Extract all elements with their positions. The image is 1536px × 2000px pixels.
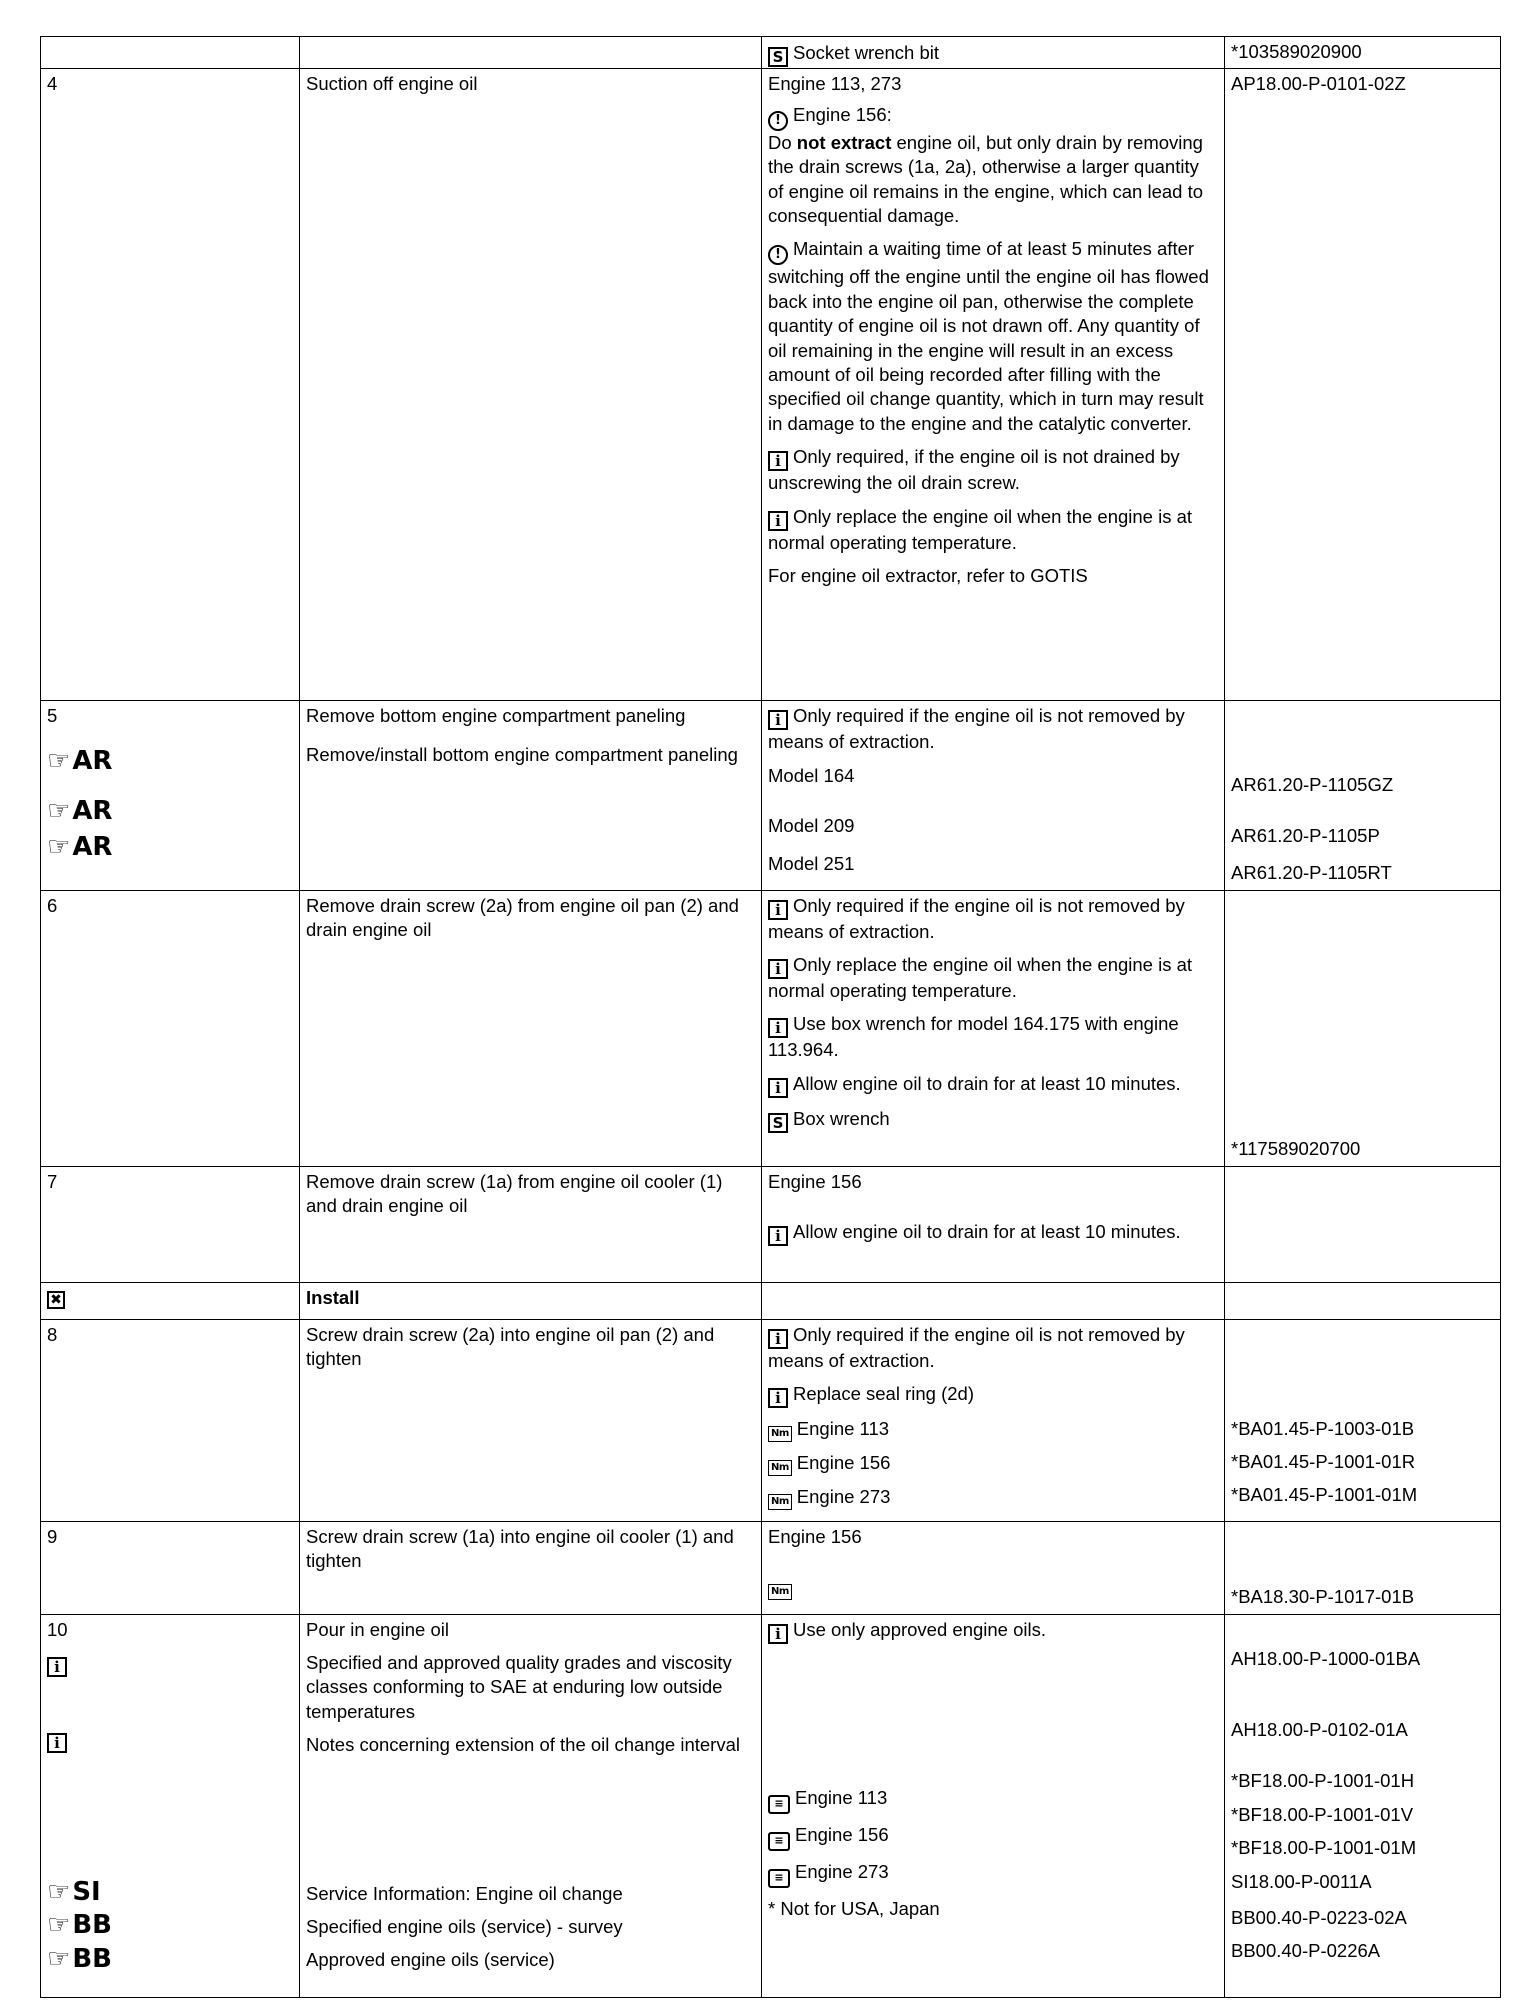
table-row [41, 1521, 1501, 1614]
tool-code[interactable]: *103589020900 [1231, 41, 1362, 62]
pointing-hand-icon: ☞ [47, 1910, 71, 1941]
info-icon: i [768, 1388, 788, 1408]
note-text: Only required if the engine oil is not removed by means of extraction. [768, 705, 1185, 753]
engine-list: Engine 113, 273 [768, 73, 902, 95]
reference-code[interactable]: BB00.40-P-0223-02A [1231, 1907, 1407, 1929]
step-action: Screw drain screw (2a) into engine oil pan (2) and tighten [306, 1323, 715, 1370]
info-icon: i [47, 1657, 67, 1677]
info-text: Notes concerning extension of the oil change interval [306, 1734, 740, 1756]
info-icon: i [47, 1733, 67, 1753]
table-row [41, 890, 1501, 1166]
procedure-code[interactable]: AR61.20-P-1105RT [1231, 862, 1392, 884]
info-icon: i [768, 1329, 788, 1349]
extractor-note: For engine oil extractor, refer to GOTIS [768, 565, 1088, 587]
info-icon: i [768, 1018, 788, 1038]
step-number: 10 [47, 1618, 68, 1640]
install-icon: ✖ [47, 1291, 65, 1309]
step-number: 5 [47, 705, 58, 727]
capacity-code[interactable]: *BF18.00-P-1001-01V [1231, 1803, 1414, 1825]
capacity-code[interactable]: *BF18.00-P-1001-01M [1231, 1837, 1417, 1859]
note-text: Allow engine oil to drain for at least 10 minutes. [793, 1072, 1181, 1094]
step-action: Remove drain screw (1a) from engine oil cooler (1) and drain engine oil [306, 1170, 723, 1217]
torque-code[interactable]: *BA18.30-P-1017-01B [1231, 1586, 1415, 1608]
reference-text: Service Information: Engine oil change [306, 1882, 623, 1904]
pointing-hand-icon: ☞ [47, 1944, 71, 1975]
engine-label: Engine 156 [796, 1452, 891, 1474]
bb-reference[interactable]: ☞BB [47, 1944, 112, 1975]
info-icon: i [768, 451, 788, 471]
tool-code[interactable]: *117589020700 [1231, 1138, 1361, 1160]
warning-icon: ! [768, 245, 788, 265]
engine-label: Engine 156 [768, 1525, 862, 1547]
info-icon: i [768, 1078, 788, 1098]
pointing-hand-icon: ☞ [47, 1877, 71, 1908]
capacity-code[interactable]: *BF18.00-P-1001-01H [1231, 1770, 1415, 1792]
info-icon: i [768, 900, 788, 920]
torque-icon: Nm [768, 1460, 792, 1476]
reference-code[interactable]: SI18.00-P-0011A [1231, 1870, 1372, 1892]
sub-action: Remove/install bottom engine compartment paneling [306, 743, 738, 765]
torque-code[interactable]: *BA01.45-P-1001-01M [1231, 1484, 1418, 1506]
tool-name: Box wrench [793, 1107, 890, 1129]
engine-label: Engine 273 [795, 1860, 889, 1882]
note-text: Only replace the engine oil when the engine is at normal operating temperature. [768, 954, 1193, 1002]
torque-icon: Nm [768, 1494, 792, 1510]
ar-reference[interactable]: ☞AR [47, 795, 113, 826]
note-text: Use only approved engine oils. [793, 1618, 1046, 1640]
info-icon: i [768, 1226, 788, 1246]
table-row [41, 1282, 1501, 1319]
model-label: Model 251 [768, 852, 855, 874]
step-action: Remove drain screw (2a) from engine oil pan (2) and drain engine oil [306, 894, 739, 941]
reference-code[interactable]: BB00.40-P-0226A [1231, 1940, 1381, 1962]
bb-reference[interactable]: ☞BB [47, 1910, 112, 1941]
procedure-table [40, 36, 1501, 1998]
pointing-hand-icon: ☞ [47, 831, 71, 862]
step-action: Suction off engine oil [306, 73, 478, 95]
engine-label: Engine 156 [768, 1170, 862, 1192]
tool-name: Socket wrench bit [793, 42, 940, 64]
note-text: Allow engine oil to drain for at least 10 minutes. [793, 1221, 1181, 1243]
note-text: Only required if the engine oil is not removed by means of extraction. [768, 1323, 1185, 1371]
step-action: Remove bottom engine compartment paneling [306, 705, 686, 727]
step-action: Pour in engine oil [306, 1618, 449, 1640]
info-icon: i [768, 511, 788, 531]
table-row [41, 37, 1501, 69]
warning-icon: ! [768, 111, 788, 131]
step-number: 4 [47, 73, 58, 95]
torque-code[interactable]: *BA01.45-P-1003-01B [1231, 1417, 1415, 1439]
table-row [41, 701, 1501, 890]
procedure-code[interactable]: AH18.00-P-0102-01A [1231, 1719, 1408, 1741]
ar-reference[interactable]: ☞AR [47, 831, 113, 862]
note-text: Only required if the engine oil is not removed by means of extraction. [768, 894, 1185, 942]
step-number: 6 [47, 894, 58, 916]
info-icon: i [768, 710, 788, 730]
procedure-code[interactable]: AR61.20-P-1105P [1231, 824, 1380, 846]
info-icon: i [768, 959, 788, 979]
table-row [41, 1614, 1501, 1997]
footnote: * Not for USA, Japan [768, 1897, 940, 1919]
section-heading: Install [306, 1286, 360, 1308]
note-text: Only replace the engine oil when the engine is at normal operating temperature. [768, 505, 1193, 553]
step-number: 9 [47, 1525, 58, 1547]
procedure-code[interactable]: AP18.00-P-0101-02Z [1231, 73, 1406, 95]
table-row: 4 Suction off engine oil Engine 113, 273 ! Engine 156: Do not extract engine oil, but only drain by removing the drain screws (1a, 2a), otherwise a larger quantity of engine oil remains in the engine, which can lead to consequential damage. ! Maintain a waiting time of at least 5 minutes after switching off the engine until the engine oil has flowed back into the engine oil pan, otherwise the complete quantity of engine oil is not drawn off. Any quantity of oil remaining in the engine will result in an excess amount of oil being recorded after filling with the specified oil change quantity, which in turn may result in damage to the engine and the catalytic converter. i Only required, if the engine oil is not drained by unscrewing the oil drain screw. i Only replace the engine oil when the engine is at normal operating temperature. For engine oil extractor, refer to GOTIS AP18.00-P-0101-02Z [41, 69, 1501, 701]
capacity-icon: ≡ [768, 1795, 790, 1814]
step-number: 7 [47, 1170, 58, 1192]
procedure-code[interactable]: AH18.00-P-1000-01BA [1231, 1647, 1421, 1669]
torque-icon: Nm [768, 1584, 792, 1600]
warning-text: Maintain a waiting time of at least 5 minutes after switching off the engine until the engine oil has flowed back into the engine oil pan, otherwise the complete quantity of engine oil is not drawn off. Any quantity of oil remaining in the engine will result in an excess amount of oil being recorded after filling with the specified oil change quantity, which in turn may result in damage to the engine and the catalytic converter. [768, 238, 1209, 434]
table-row [41, 1166, 1501, 1282]
warning-emphasis: not extract [796, 131, 892, 153]
torque-code[interactable]: *BA01.45-P-1001-01R [1231, 1451, 1416, 1473]
model-label: Model 209 [768, 815, 855, 837]
torque-icon: Nm [768, 1426, 792, 1442]
procedure-code[interactable]: AR61.20-P-1105GZ [1231, 774, 1394, 796]
engine-label: Engine 113 [795, 1786, 888, 1808]
reference-text: Approved engine oils (service) [306, 1949, 555, 1971]
engine-label: Engine 156 [795, 1823, 889, 1845]
pointing-hand-icon: ☞ [47, 795, 71, 826]
model-label: Model 164 [768, 764, 855, 786]
pointing-hand-icon: ☞ [47, 745, 71, 776]
capacity-icon: ≡ [768, 1832, 790, 1851]
step-action: Screw drain screw (1a) into engine oil cooler (1) and tighten [306, 1525, 734, 1572]
warning-title: Engine 156: [793, 103, 892, 125]
special-tool-icon: S [768, 1113, 788, 1133]
capacity-icon: ≡ [768, 1869, 790, 1888]
engine-label: Engine 113 [796, 1418, 890, 1440]
info-icon: i [768, 1624, 788, 1644]
note-text: Use box wrench for model 164.175 with engine 113.964. [768, 1013, 1179, 1061]
note-text: Only required, if the engine oil is not drained by unscrewing the oil drain screw. [768, 446, 1180, 494]
special-tool-icon: S [768, 47, 788, 67]
note-text: Replace seal ring (2d) [793, 1383, 974, 1405]
engine-label: Engine 273 [796, 1486, 891, 1508]
ar-reference[interactable]: ☞AR [47, 745, 113, 776]
step-number: 8 [47, 1323, 58, 1345]
table-row [41, 1319, 1501, 1521]
si-reference[interactable]: ☞SI [47, 1877, 101, 1908]
reference-text: Specified engine oils (service) - survey [306, 1916, 623, 1938]
info-text: Specified and approved quality grades and viscosity classes conforming to SAE at enduring low outside temperatures [306, 1652, 732, 1722]
